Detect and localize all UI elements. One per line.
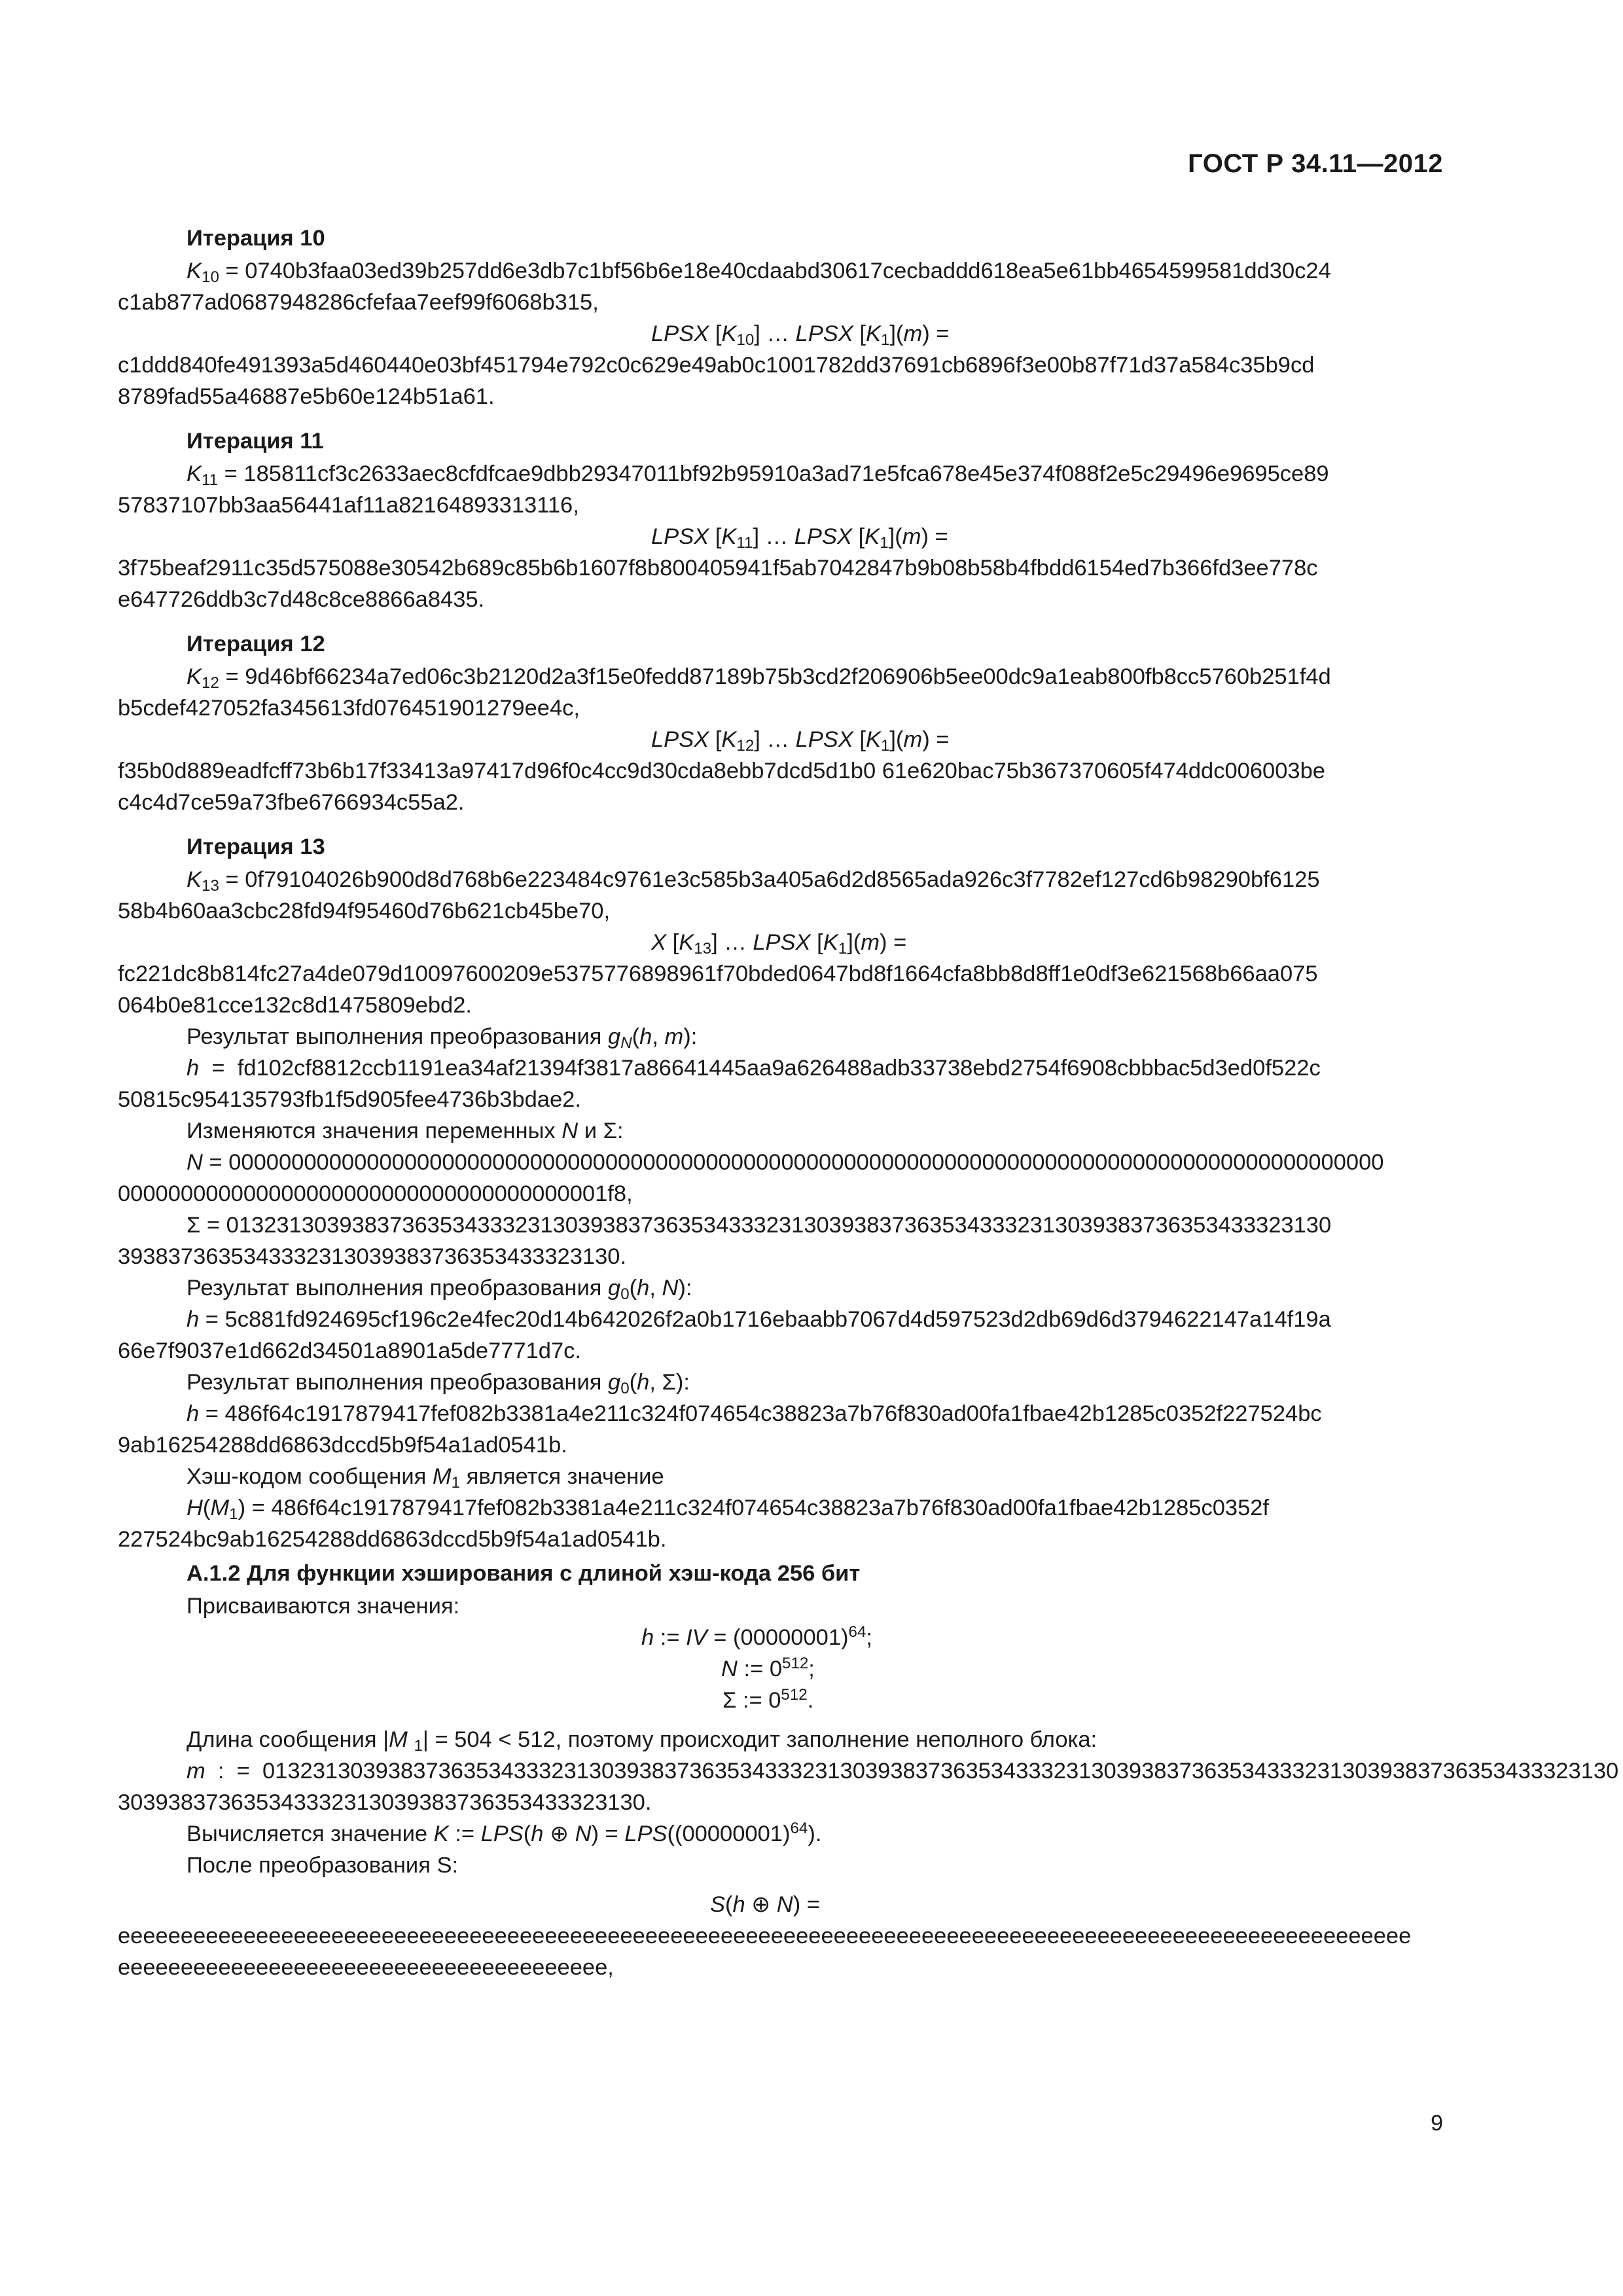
iteration-12-title: Итерация 12 bbox=[187, 632, 325, 656]
e-line1: eeeeeeeeeeeeeeeeeeeeeeeeeeeeeeeeeeeeeeeeeeeeeeeeeeeeeeeeeeeeeeeeeeeeeeeeeeeeeeeeeeeeeeeeeeeeeeeeeeeeeee bbox=[118, 1924, 1412, 1948]
result10-line2: 8789fad55a46887e5b60e124b51a61. bbox=[118, 384, 495, 409]
h-gn-line2: 50815c954135793fb1f5d905fee4736b3bdae2. bbox=[118, 1087, 581, 1112]
page-number: 9 bbox=[1431, 2111, 1443, 2136]
sigma-assign-formula: Σ := $0^{512}$. bbox=[722, 1686, 814, 1713]
h-g0n-line2: 66e7f9037e1d662d34501a8901a5de7771d7c. bbox=[118, 1338, 581, 1363]
hash-line1: $H(M_1)$ = 486f64c1917879417fef082b3381a4e211c324f074654c38823a7b76f830ad00fa1fbae42b1285c0352f bbox=[187, 1496, 1270, 1523]
g0-sigma-label: Результат выполнения преобразования $g_0(h$, Σ): bbox=[187, 1370, 690, 1397]
k11-cont: 57837107bb3aa56441af11a82164893313116, bbox=[118, 493, 579, 518]
sigma-line1: Σ = 0132313039383736353433323130393837363534333231303938373635343332313039383736353433323130 bbox=[187, 1213, 1332, 1238]
x13-formula: X $[K_{13}]$ … LPSX $[K_1](m)$ = bbox=[651, 930, 907, 958]
lpsx12-formula: LPSX $[K_{12}]$ … LPSX $[K_1](m)$ = bbox=[651, 727, 950, 755]
n-assign-formula: N := $0^{512}$; bbox=[721, 1655, 815, 1681]
result12-line1: f35b0d889eadfcff73b6b17f33413a97417d96f0c4cc9d30cda8ebb7dcd5d1b0 61e620bac75b367370605f474ddc006003be bbox=[118, 759, 1325, 783]
hash-label: Хэш-кодом сообщения $M_1$ является значение bbox=[187, 1464, 664, 1492]
n-line1: N = 00000000000000000000000000000000000000000000000000000000000000000000000000000000000000000000 bbox=[187, 1150, 1384, 1175]
change-vars-label: Изменяются значения переменных N и Σ: bbox=[187, 1119, 624, 1143]
result10-line1: c1ddd840fe491393a5d460440e03bf451794e792c0c629e49ab0c1001782dd37691cb6896f3e00b87f71d37a584c35b9cd bbox=[118, 353, 1315, 378]
hash-line2: 227524bc9ab16254288dd6863dccd5b9f54a1ad0541b. bbox=[118, 1527, 667, 1552]
h-g0s-line2: 9ab16254288dd6863dccd5b9f54a1ad0541b. bbox=[118, 1433, 567, 1458]
k13-cont: 58b4b60aa3cbc28fd94f95460d76b621cb45be70, bbox=[118, 899, 611, 924]
iteration-13-title: Итерация 13 bbox=[187, 834, 325, 859]
g0-n-label: Результат выполнения преобразования $g_0(h$, N): bbox=[187, 1276, 692, 1303]
h-gn-line1: h = fd102cf8812ccb1191ea34af21394f3817a86641445aa9a626488adb33738ebd2754f6908cbbbac5d3ed0f522c bbox=[187, 1056, 1321, 1081]
result12-line2: c4c4d7ce59a73fbe6766934c55a2. bbox=[118, 790, 465, 815]
m-line1: m : = 013231303938373635343332313039383736353433323130393837363534333231303938373635343332313039383736353433323130 bbox=[187, 1759, 1619, 1784]
s-formula: S(h ⊕ N) = bbox=[710, 1892, 820, 1917]
document-code: ГОСТ Р 34.11—2012 bbox=[1188, 149, 1443, 178]
h-assign-formula: h := IV = $(00000001)^{64}$; bbox=[641, 1623, 872, 1650]
result13-line2: 064b0e81cce132c8d1475809ebd2. bbox=[118, 993, 473, 1018]
sigma-line2: 3938373635343332313039383736353433323130. bbox=[118, 1244, 627, 1269]
k10-line: $K_{10}$ = 0740b3faa03ed39b257dd6e3db7c1bf56b6e18e40cdaabd30617cecbaddd618ea5e61bb4654599581dd30c24 bbox=[187, 259, 1331, 286]
k-compute-line: Вычисляется значение K := LPS(h ⊕ $N) = LPS((00000001)^{64})$. bbox=[187, 1820, 822, 1846]
gn-result-label: Результат выполнения преобразования $g_N(h$, m): bbox=[187, 1024, 698, 1052]
m-line2: 303938373635343332313039383736353433323130. bbox=[118, 1790, 652, 1815]
after-s-label: После преобразования S: bbox=[187, 1853, 459, 1878]
k12-cont: b5cdef427052fa345613fd076451901279ee4c, bbox=[118, 696, 580, 721]
h-g0n-line1: h = 5c881fd924695cf196c2e4fec20d14b642026f2a0b1716ebaabb7067d4d597523d2db69d6d3794622147a14f19a bbox=[187, 1307, 1331, 1332]
n-line2: 000000000000000000000000000000000000001f8, bbox=[118, 1181, 633, 1206]
k11-line: $K_{11}$ = 185811cf3c2633aec8cfdfcae9dbb29347011bf92b95910a3ad71e5fca678e45e374f088f2e5c29496e9695ce89 bbox=[187, 461, 1329, 489]
assign-label: Присваиваются значения: bbox=[187, 1594, 460, 1619]
k10-cont: c1ab877ad0687948286cfefaa7eef99f6068b315, bbox=[118, 290, 599, 315]
result11-line2: e647726ddb3c7d48c8ce8866a8435. bbox=[118, 587, 485, 612]
k13-line: $K_{13} = 0f79104026b900d8d768b6e223484c9761e3c585b3a405a6d2d8565ada926c3f7782ef127cd6b98290bf6125$ bbox=[187, 867, 1320, 895]
lpsx11-formula: LPSX $[K_{11}]$ … LPSX $[K_1](m)$ = bbox=[651, 524, 948, 552]
h-g0s-line1: h = 486f64c1917879417fef082b3381a4e211c324f074654c38823a7b76f830ad00fa1fbae42b1285c0352f227524bc bbox=[187, 1401, 1322, 1426]
lpsx10-formula: LPSX $[K_{10}]$ … LPSX $[K_1](m)$ = bbox=[651, 321, 950, 349]
result13-line1: fc221dc8b814fc27a4de079d10097600209e5375776898961f70bded0647bd8f1664cfa8bb8d8ff1e0df3e621568b66aa075 bbox=[118, 961, 1318, 986]
iteration-10-title: Итерация 10 bbox=[187, 226, 325, 251]
document-page bbox=[118, 0, 1619, 2296]
e-line2: eeeeeeeeeeeeeeeeeeeeeeeeeeeeeeeeeeeeeee, bbox=[118, 1955, 614, 1980]
document-body bbox=[118, 223, 1619, 1983]
k12-line: $K_{12}$ = 9d46bf66234a7ed06c3b2120d2a3f15e0fedd87189b75b3cd2f206906b5ee00dc9a1eab800fb8cc5760b251f4d bbox=[187, 664, 1331, 692]
iteration-11-title: Итерация 11 bbox=[187, 429, 324, 454]
result11-line1: 3f75beaf2911c35d575088e30542b689c85b6b1607f8b800405941f5ab7042847b9b08b58b4fbdd6154ed7b366fd3ee778c bbox=[118, 556, 1318, 581]
length-line: Длина сообщения |M $_1$| = 504 < 512, поэтому происходит заполнение неполного блока: bbox=[187, 1727, 1097, 1755]
section-a12-title: А.1.2 Для функции хэширования с длиной хэш-кода 256 бит bbox=[187, 1561, 861, 1586]
